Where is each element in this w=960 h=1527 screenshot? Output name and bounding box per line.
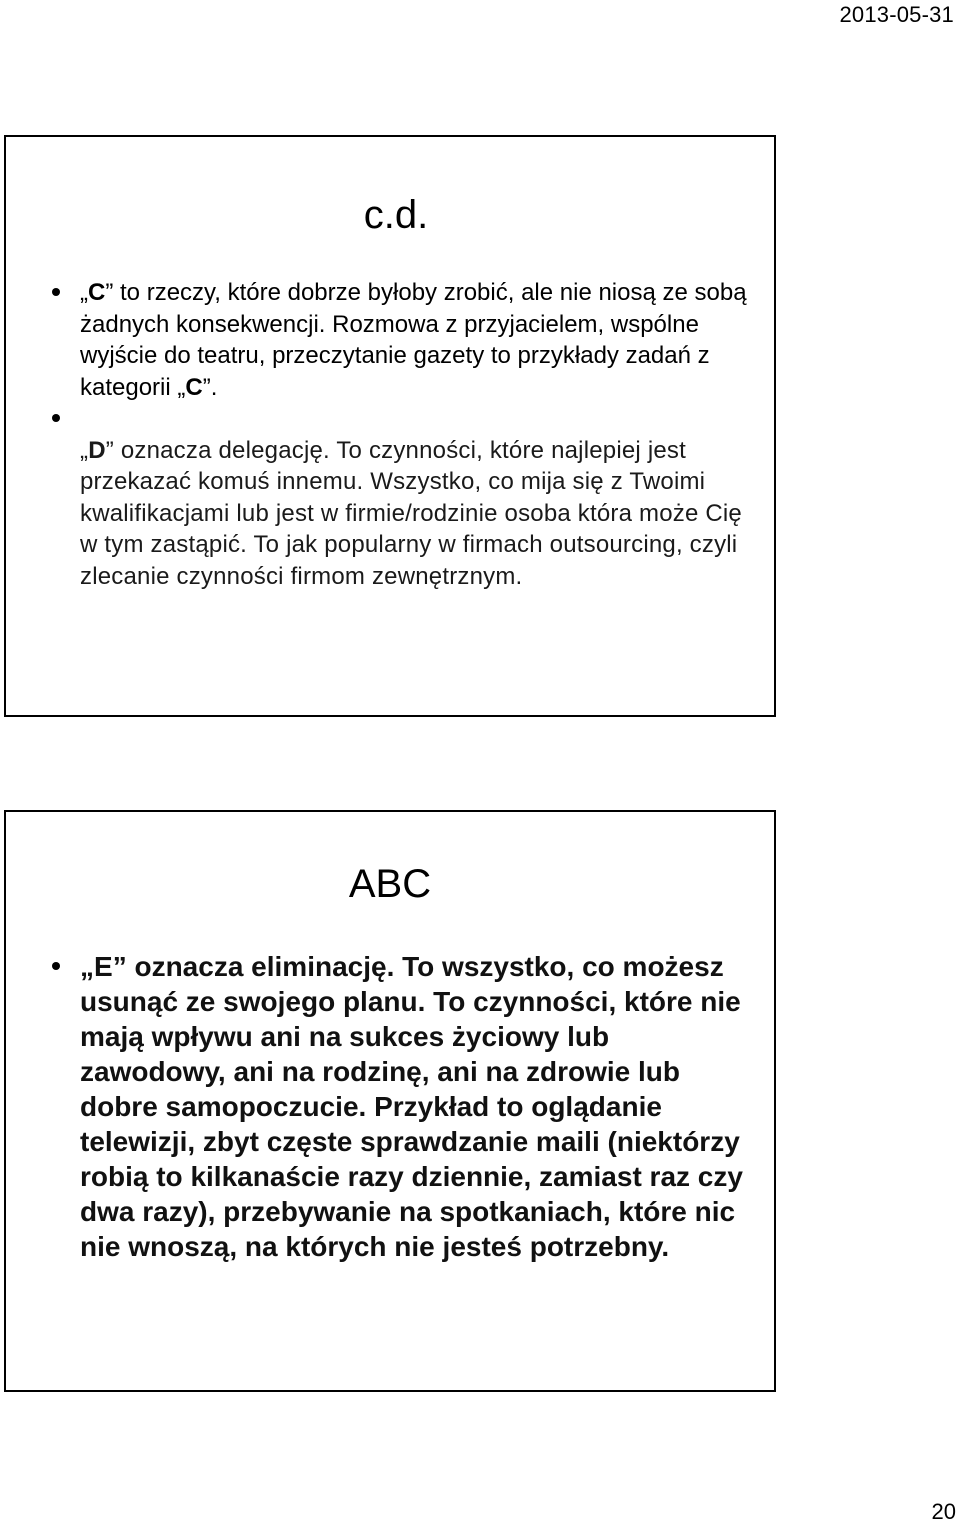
category-letter: D <box>88 436 106 464</box>
close-quote: ” <box>105 436 114 464</box>
open-quote: „ <box>80 279 88 306</box>
page-date: 2013-05-31 <box>839 2 954 27</box>
bullet-item-c <box>6 277 774 403</box>
slide-abc <box>4 810 776 1392</box>
bullet-spacer <box>80 403 754 435</box>
category-letter: E <box>94 951 113 982</box>
bullet-item-e <box>6 949 774 1264</box>
open-quote: „ <box>80 951 94 982</box>
tail-letter: C <box>185 373 203 401</box>
bullet-dot <box>52 962 60 970</box>
slide-title: c.d. <box>363 193 429 237</box>
bullet-text: oznacza delegację. To czynności, które najlepiej jest przekazać komuś innemu. Wszystko, co mija się z Twoimi kwalifikacjami lub jest w firmie/rodzinie osoba która może Cię w tym zastąpić. To jak popularny w firmach outsourcing, czyli zlecanie czynności firmom zewnętrznym. <box>80 436 742 590</box>
open-quote: „ <box>80 436 89 464</box>
bullet-list <box>6 949 774 1264</box>
page-number: 20 <box>931 1499 956 1524</box>
bullet-dot <box>52 288 60 296</box>
bullet-item-d <box>6 403 774 592</box>
bullet-text: to rzeczy, które dobrze byłoby zrobić, ale nie niosą ze sobą żadnych konsekwencji. Rozmowa z przyjacielem, wspólne wyjście do teatru, przeczytanie gazety to przykłady zadań z kategorii <box>80 279 747 401</box>
bullet-text: oznacza eliminację. To wszystko, co możesz usunąć ze swojego planu. To czynności, które nie mają wpływu ani na sukces życiowy lub zawodowy, ani na rodzinę, ani na zdrowie lub dobre samopoczucie. Przykład to oglądanie telewizji, zbyt częste sprawdzanie maili (niektórzy robią to kilkanaście razy dziennie, zamiast raz czy dwa razy), przebywanie na spotkaniach, które nic nie wnoszą, na których nie jesteś potrzebny. <box>80 951 743 1262</box>
category-letter: C <box>88 279 106 306</box>
slide-title: ABC <box>348 862 432 906</box>
slide-cd <box>4 135 776 717</box>
close-quote: ” <box>112 951 127 982</box>
tail-close-quote: ”. <box>202 373 218 401</box>
bullet-list <box>6 277 774 592</box>
tail-open-quote: „ <box>177 373 186 401</box>
bullet-dot <box>52 414 60 422</box>
close-quote: ” <box>105 279 114 306</box>
